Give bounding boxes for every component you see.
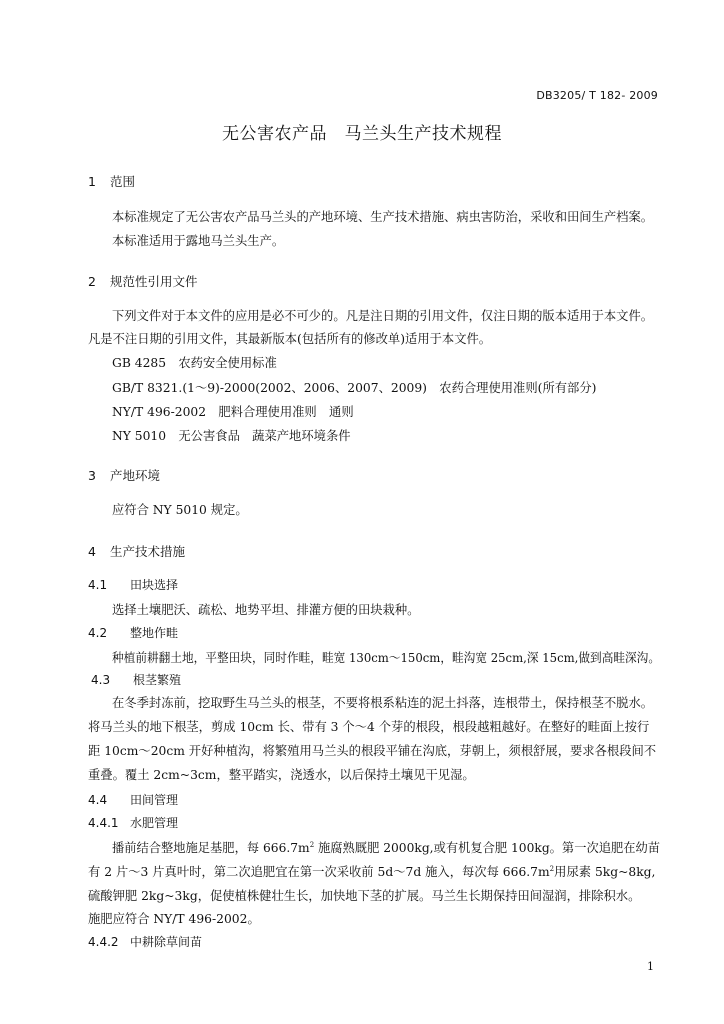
section-title: 整地作畦 bbox=[130, 626, 179, 640]
section-2-heading bbox=[88, 272, 198, 290]
section-number: 4.1 bbox=[88, 578, 108, 592]
paragraph-line: 在冬季封冻前，挖取野生马兰头的根茎，不要将根系粘连的泥土抖落，连根带土，保持根茎不脱水。 bbox=[112, 696, 654, 710]
section-4-3-heading bbox=[91, 671, 181, 688]
section-4-4-heading bbox=[88, 791, 178, 808]
section-number: 4.4 bbox=[88, 793, 108, 807]
section-title: 中耕除草间苗 bbox=[130, 935, 203, 949]
paragraph: 本标准适用于露地马兰头生产。 bbox=[112, 234, 285, 248]
section-4-1-heading bbox=[88, 576, 178, 593]
section-4-heading bbox=[88, 542, 185, 560]
section-4-4-1-heading bbox=[88, 814, 178, 831]
section-number: 4 bbox=[88, 544, 96, 559]
superscript: 2 bbox=[309, 840, 315, 849]
reference-item: NY 5010 无公害食品 蔬菜产地环境条件 bbox=[112, 429, 351, 443]
section-number: 2 bbox=[88, 274, 96, 289]
paragraph-line: 硫酸钾肥 2kg~3kg，促使植株健壮生长，加快地下茎的扩展。马兰生长期保持田间湿润，排除积水。 bbox=[88, 889, 641, 903]
paragraph-line: 施肥应符合 NY/T 496-2002。 bbox=[88, 912, 260, 926]
section-title: 根茎繁殖 bbox=[133, 673, 182, 687]
section-1-heading bbox=[88, 172, 135, 190]
paragraph: 种植前耕翻土地，平整田块，同时作畦，畦宽 130cm～150cm，畦沟宽 25cm,深 15cm,做到高畦深沟。 bbox=[112, 651, 661, 665]
section-number: 4.4.2 bbox=[88, 935, 119, 949]
text-run: 播前结合整地施足基肥，每 666.7m bbox=[112, 841, 310, 855]
superscript: 2 bbox=[549, 864, 555, 873]
reference-item: GB/T 8321.(1～9)-2000(2002、2006、2007、2009) 农药合理使用准则(所有部分) bbox=[112, 381, 597, 395]
reference-item: GB 4285 农药安全使用标准 bbox=[112, 356, 277, 370]
section-4-2-heading bbox=[88, 624, 178, 641]
section-number: 1 bbox=[88, 174, 96, 189]
text-run: 施腐熟厩肥 2000kg,或有机复合肥 100kg。第一次追肥在幼苗 bbox=[314, 841, 660, 855]
paragraph-line: 重叠。覆土 2cm~3cm，整平踏实，浇透水，以后保持土壤见干见湿。 bbox=[88, 768, 475, 782]
section-number: 4.4.1 bbox=[88, 816, 119, 830]
standard-code: DB3205/ T 182- 2009 bbox=[536, 89, 658, 102]
text-run: 有 2 片～3 片真叶时，第二次追肥宜在第一次采收前 5d～7d 施入，每次每 666.7m bbox=[88, 865, 550, 879]
paragraph-line bbox=[112, 838, 660, 856]
paragraph: 应符合 NY 5010 规定。 bbox=[112, 503, 248, 517]
section-number: 3 bbox=[88, 468, 96, 483]
page-number: 1 bbox=[647, 960, 654, 973]
section-3-heading bbox=[88, 466, 160, 484]
paragraph: 本标准规定了无公害农产品马兰头的产地环境、生产技术措施、病虫害防治，采收和田间生产档案。 bbox=[112, 210, 654, 224]
paragraph: 凡是不注日期的引用文件，其最新版本(包括所有的修改单)适用于本文件。 bbox=[88, 332, 492, 346]
section-title: 田块选择 bbox=[130, 578, 179, 592]
section-number: 4.2 bbox=[88, 626, 108, 640]
section-title: 产地环境 bbox=[110, 468, 161, 483]
section-title: 水肥管理 bbox=[130, 816, 179, 830]
section-title: 田间管理 bbox=[130, 793, 179, 807]
section-title: 规范性引用文件 bbox=[110, 274, 198, 289]
text-run: 用尿素 5kg~8kg, bbox=[554, 865, 656, 879]
reference-item: NY/T 496-2002 肥料合理使用准则 通则 bbox=[112, 405, 354, 419]
paragraph-line bbox=[88, 862, 655, 880]
paragraph-line: 距 10cm～20cm 开好种植沟，将繁殖用马兰头的根段平铺在沟底，芽朝上，须根舒展，要求各根段间不 bbox=[88, 744, 657, 758]
paragraph: 选择土壤肥沃、疏松、地势平坦、排灌方便的田块栽种。 bbox=[112, 603, 420, 617]
document-title: 无公害农产品 马兰头生产技术规程 bbox=[222, 124, 502, 144]
section-4-4-2-heading bbox=[88, 933, 202, 950]
section-title: 范围 bbox=[110, 174, 136, 189]
paragraph-line: 将马兰头的地下根茎，剪成 10cm 长、带有 3 个～4 个芽的根段，根段越粗越好。在整好的畦面上按行 bbox=[88, 720, 650, 734]
section-number: 4.3 bbox=[91, 673, 111, 687]
paragraph: 下列文件对于本文件的应用是必不可少的。凡是注日期的引用文件，仅注日期的版本适用于本文件。 bbox=[112, 309, 654, 323]
section-title: 生产技术措施 bbox=[110, 544, 186, 559]
